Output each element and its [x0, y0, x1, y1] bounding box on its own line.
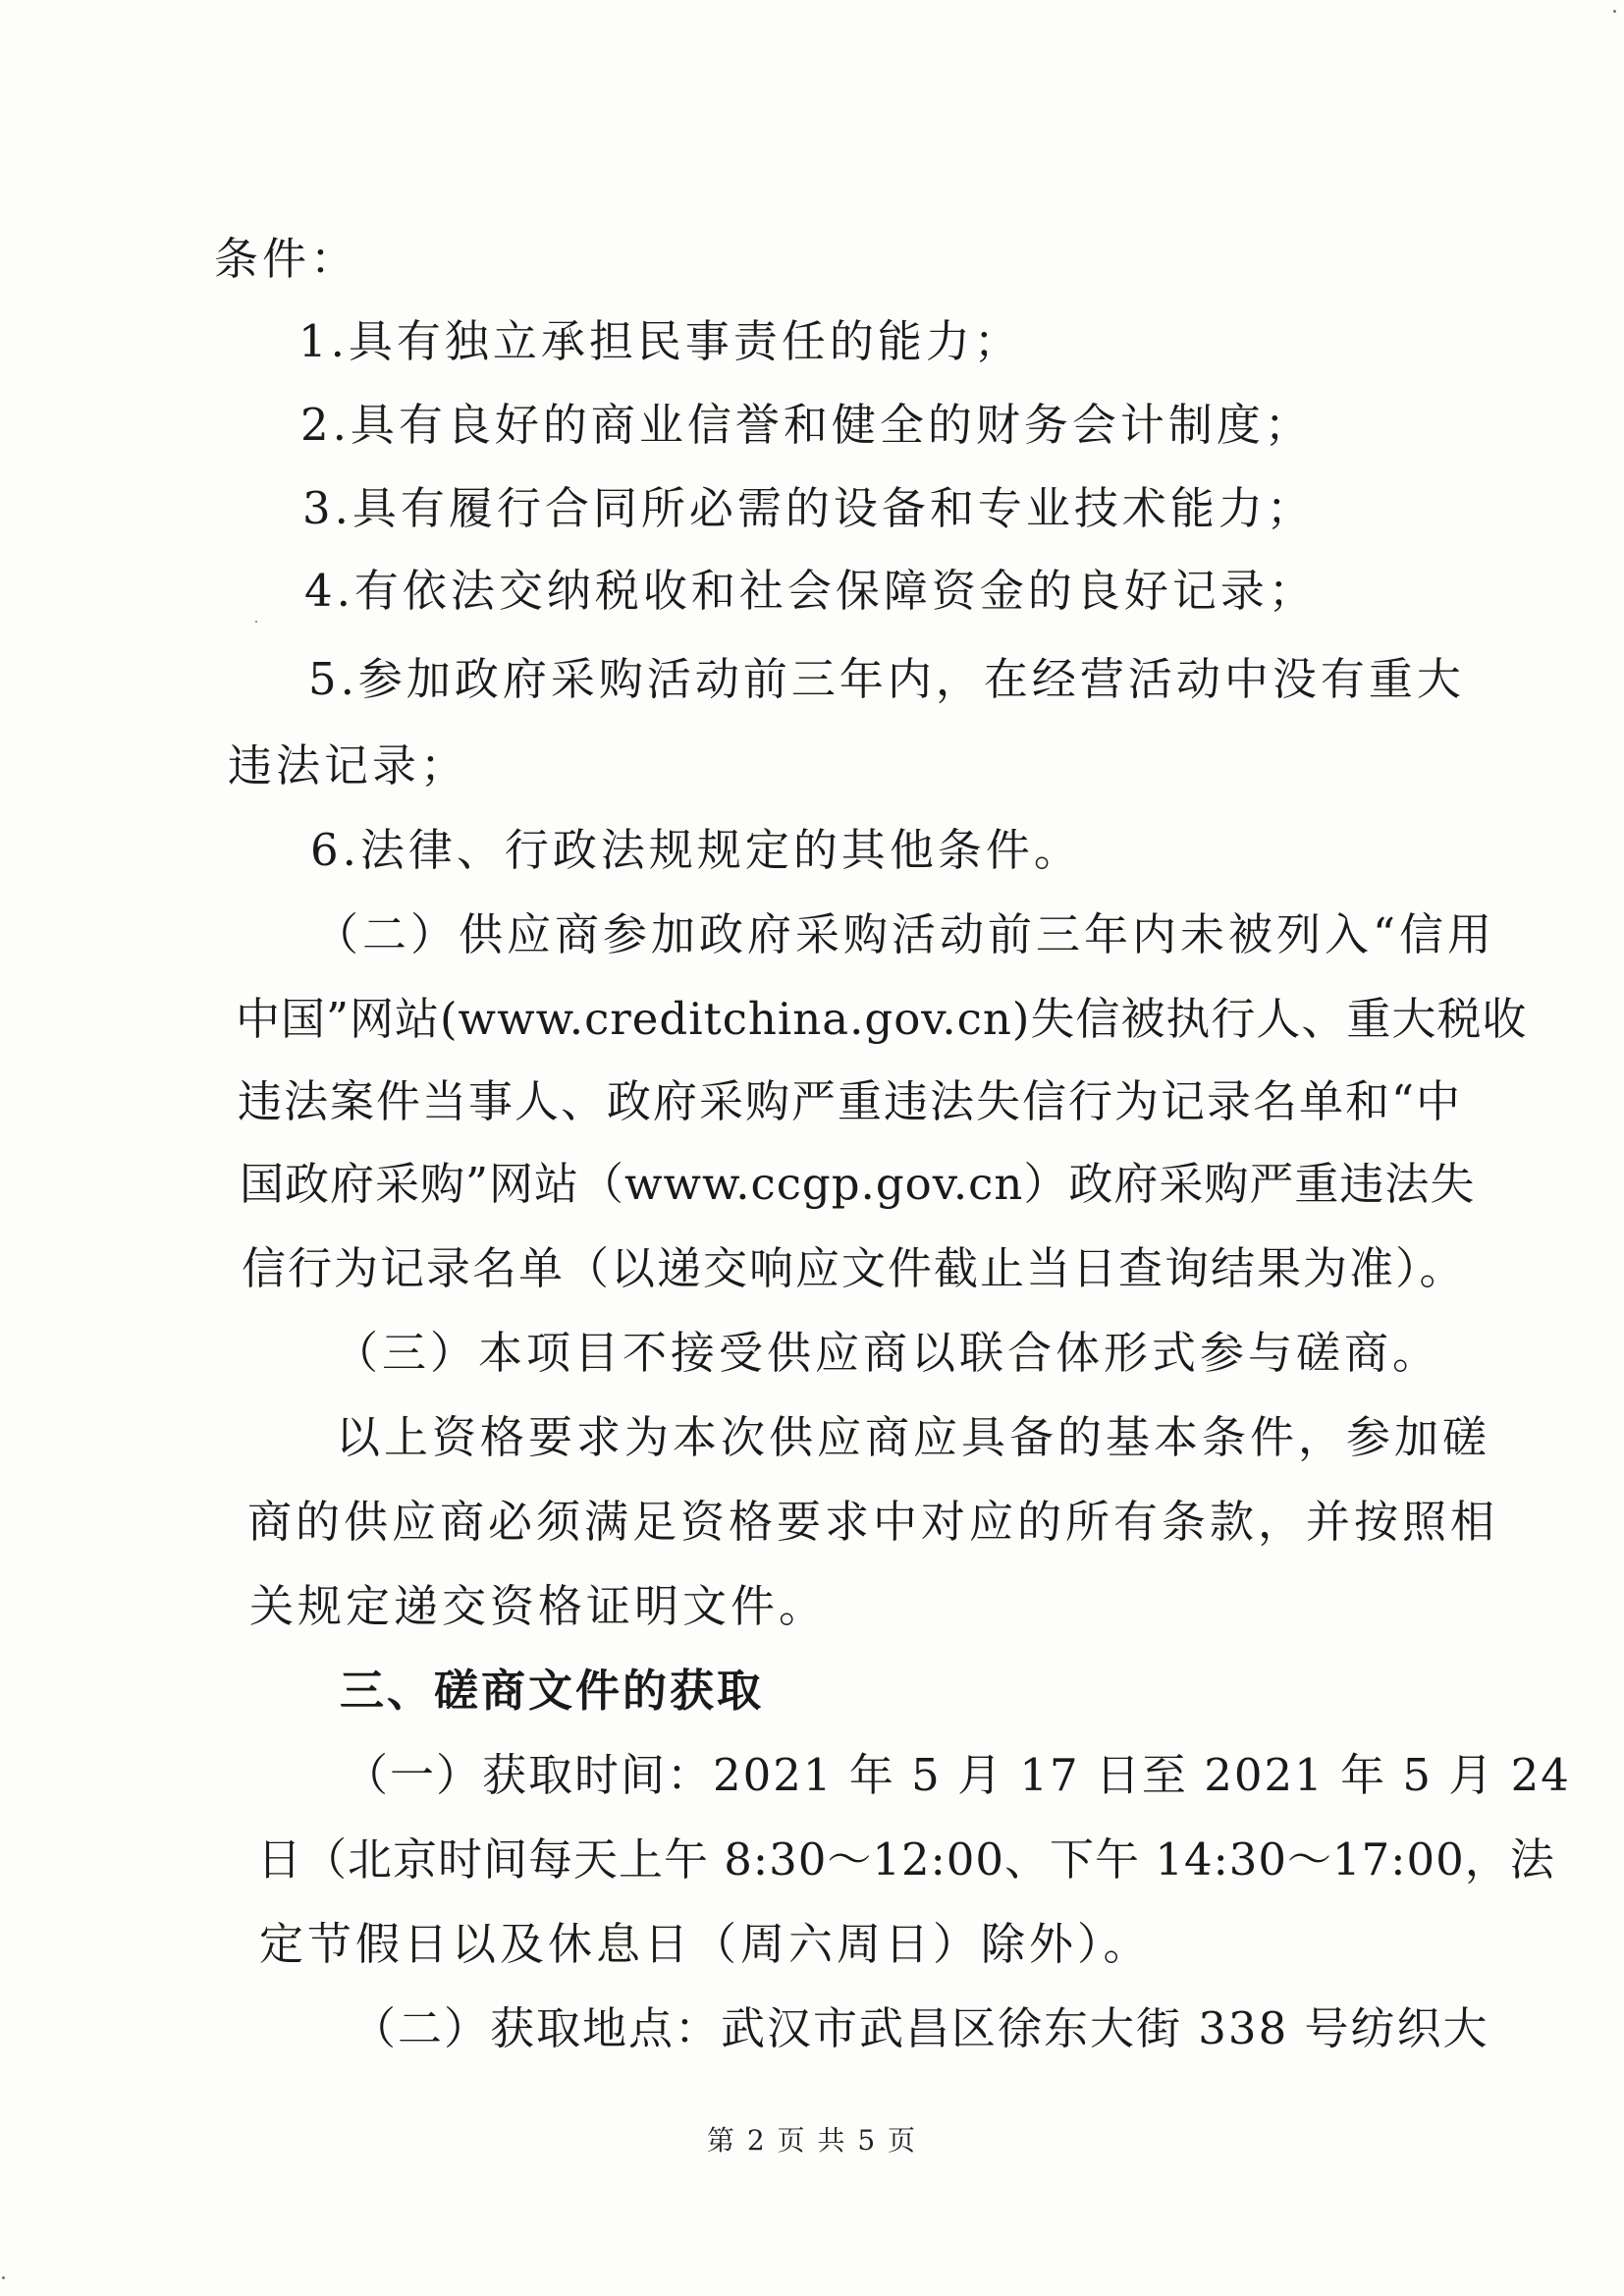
text-line: 条件：	[214, 233, 359, 285]
section-heading: 三、磋商文件的获取	[340, 1665, 765, 1717]
text-line: 5.参加政府采购活动前三年内，在经营活动中没有重大	[308, 653, 1465, 705]
text-line: 4.有依法交纳税收和社会保障资金的良好记录；	[304, 565, 1317, 617]
page-footer: 第 2 页 共 5 页	[706, 2124, 918, 2157]
text-line: 1.具有独立承担民事责任的能力；	[298, 315, 1022, 367]
text-line: 违法记录；	[228, 739, 469, 792]
text-line: 商的供应商必须满足资格要求中对应的所有条款，并按照相	[247, 1496, 1499, 1548]
text-line: 6.法律、行政法规规定的其他条件。	[310, 824, 1082, 876]
text-line: 中国”网站(www.creditchina.gov.cn)失信被执行人、重大税收	[236, 993, 1528, 1045]
text-line: 信行为记录名单（以递交响应文件截止当日查询结果为准）。	[242, 1242, 1466, 1294]
text-line: 定节假日以及休息日（周六周日）除外）。	[259, 1918, 1152, 1970]
text-line: （二）获取地点：武汉市武昌区徐东大街 338 号纺织大	[352, 2002, 1489, 2054]
text-line: （三）本项目不接受供应商以联合体形式参与磋商。	[334, 1327, 1441, 1379]
text-line: 国政府采购”网站（www.ccgp.gov.cn）政府采购严重违法失	[240, 1158, 1476, 1210]
scan-speck	[2, 2276, 5, 2279]
text-line: 3.具有履行合同所必需的设备和专业技术能力；	[302, 482, 1315, 534]
text-line: 关规定递交资格证明文件。	[249, 1580, 828, 1632]
text-line: 日（北京时间每天上午 8:30～12:00、下午 14:30～17:00，法	[257, 1833, 1555, 1886]
text-line: 违法案件当事人、政府采购严重违法失信行为记录名单和“中	[238, 1075, 1463, 1127]
scan-speck	[1613, 10, 1616, 13]
text-line: （一）获取时间：2021 年 5 月 17 日至 2021 年 5 月 24	[344, 1749, 1571, 1801]
scan-speck	[255, 621, 257, 623]
text-line: 以上资格要求为本次供应商应具备的基本条件，参加磋	[336, 1411, 1491, 1463]
text-line: 2.具有良好的商业信誉和健全的财务会计制度；	[300, 399, 1313, 451]
text-line: （二）供应商参加政府采购活动前三年内未被列入“信用	[314, 908, 1496, 960]
